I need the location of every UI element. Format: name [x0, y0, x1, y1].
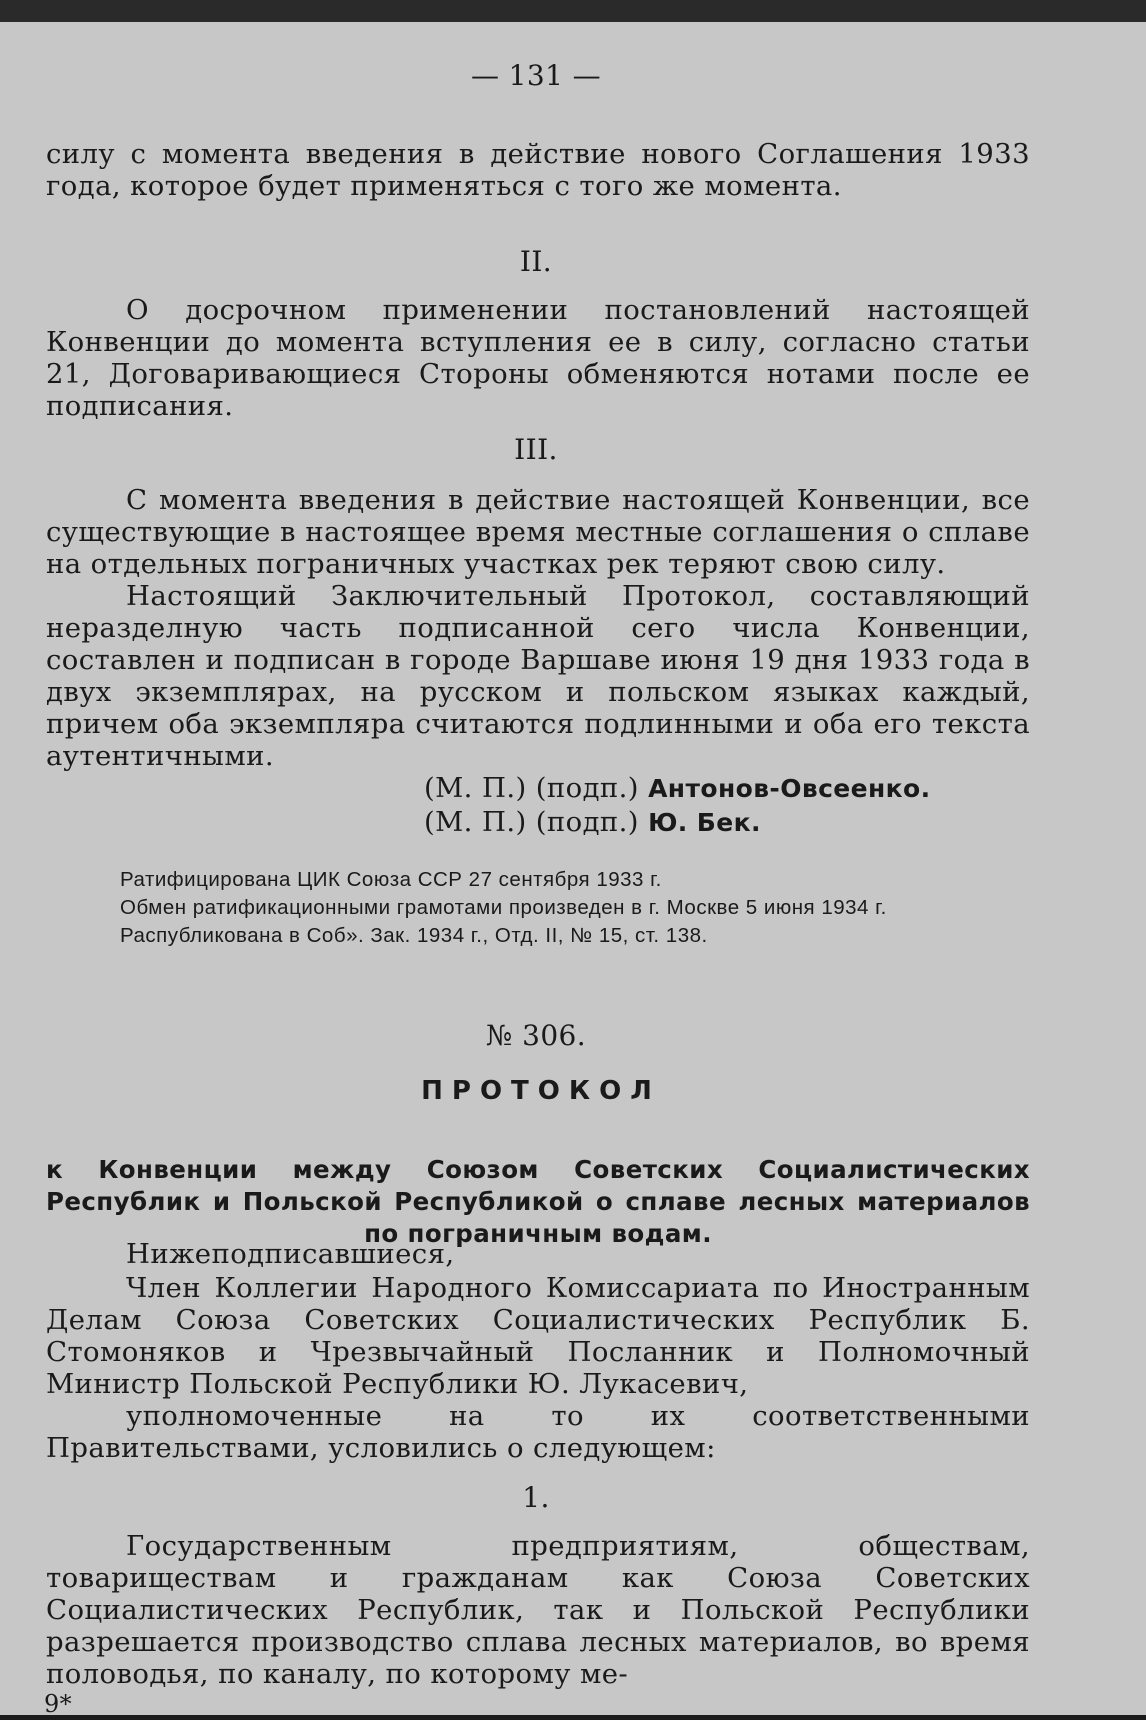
opening-line: Нижеподписавшиеся,: [126, 1238, 455, 1270]
ratification-line: Распубликована в Соб». Зак. 1934 г., Отд. II, № 15, ст. 138.: [120, 924, 708, 947]
document-number: № 306.: [485, 1019, 587, 1052]
ratification-line: Обмен ратификационными грамотами произведен в г. Москве 5 июня 1934 г.: [120, 896, 887, 919]
signature-line-1: [424, 772, 931, 805]
section-iii-paragraph-2: Настоящий Заключительный Протокол, составляющий неразделную часть подписанной сего числа Конвенции, составлен и подписан в городе Варшаве июня 19 дня 1933 года в двух экземплярах, на русском и польском языках каждый, причем оба экземпляра считаются подлинными и оба его текста аутентичными.: [46, 580, 1030, 772]
signatory-name: Ю. Бек.: [648, 808, 761, 837]
section-iii-heading: III.: [514, 433, 558, 466]
signature-line-2: [424, 806, 761, 839]
scan-top-edge: [0, 0, 1146, 22]
section-iii-paragraph-1: С момента введения в действие настоящей Конвенции, все существующие в настоящее время местные соглашения о сплаве на отдельных пограничных участках рек теряют свою силу.: [46, 484, 1030, 580]
signature-prefix: (М. П.) (подп.): [424, 806, 649, 838]
page-number: — 131 —: [470, 59, 602, 92]
signatory-name: Антонов-Овсеенко.: [648, 774, 931, 803]
article-1-heading: 1.: [522, 1481, 550, 1514]
ratification-line: Ратифицирована ЦИК Союза ССР 27 сентября 1933 г.: [120, 868, 662, 891]
section-ii-paragraph: О досрочном применении постановлений настоящей Конвенции до момента вступления ее в силу, согласно статьи 21, Договаривающиеся Стороны обменяются нотами после ее подписания.: [46, 294, 1030, 422]
protocol-subtitle: к Конвенции между Союзом Советских Социалистических Республик и Польской Республикой о сплаве лесных материалов по пограничным водам.: [46, 1154, 1030, 1248]
signature-mark: 9*: [44, 1690, 73, 1718]
section-ii-heading: II.: [519, 245, 553, 278]
signature-prefix: (М. П.) (подп.): [424, 772, 649, 804]
article-1-paragraph: Государственным предприятиям, обществам, товариществам и гражданам как Союза Советских Социалистических Республик, так и Польской Республики разрешается производство сплава лесных материалов, во время половодья, по каналу, по которому ме-: [46, 1530, 1030, 1690]
continuation-paragraph: силу с момента введения в действие нового Соглашения 1933 года, которое будет применяться с того же момента.: [46, 138, 1030, 202]
parties-paragraph: Член Коллегии Народного Комиссариата по Иностранным Делам Союза Советских Социалистических Республик Б. Стомоняков и Чрезвычайный Посланник и Полномочный Министр Польской Республики Ю. Лукасевич,: [46, 1272, 1030, 1400]
protocol-title: ПРОТОКОЛ: [421, 1076, 661, 1106]
agreed-paragraph: уполномоченные на то их соответственными Правительствами, условились о следующем:: [46, 1400, 1030, 1464]
